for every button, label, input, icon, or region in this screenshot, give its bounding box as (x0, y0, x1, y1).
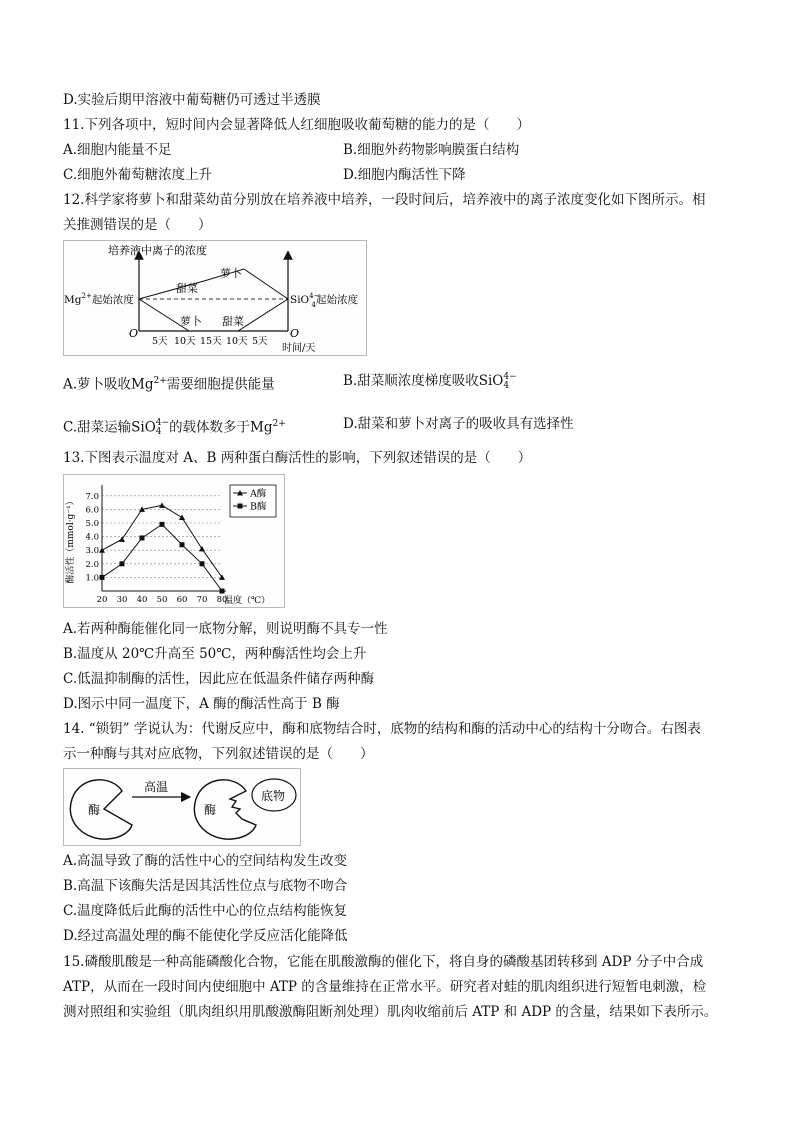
time-tick-label: 5天 (252, 336, 268, 347)
y-tick-label: 7.0 (85, 491, 99, 502)
y-tick-label: 3.0 (85, 546, 99, 557)
left-origin: O (129, 327, 139, 340)
q15-stem-line3: 测对照组和实验组（肌肉组织用肌酸激酶阻断剂处理）肌肉收缩前后 ATP 和 ADP 的含量，结果如下表所示。 (63, 1004, 718, 1020)
x-tick-label: 60 (176, 595, 188, 605)
q13-option-d: D.图示中同一温度下，A 酶的酶活性高于 B 酶 (63, 696, 340, 712)
x-tick-label: 30 (116, 595, 128, 605)
enzyme-substrate-diagram (64, 769, 300, 845)
sio4-label: SiO$^{4-}$ 4起始浓度 (290, 292, 358, 309)
y-tick-label: 6.0 (85, 505, 99, 516)
lower-lines (139, 299, 288, 331)
q14-stem-line2: 示一种酶与其对应底物，下列叙述错误的是（ ） (63, 746, 374, 762)
beet-top-label: 甜菜 (176, 282, 198, 295)
x-tick-label: 80 (216, 595, 228, 605)
q14-option-d: D.经过高温处理的酶不能使化学反应活化能降低 (63, 928, 348, 944)
x-tick-label: 70 (196, 595, 208, 605)
enzyme-label-1: 酶 (88, 803, 101, 817)
ion-concentration-figure (63, 240, 367, 356)
data-point-a (99, 547, 105, 553)
data-point-b (100, 575, 105, 580)
q12-option-c: C.甜菜运输SiO 4− 4 的载体数多于$Mg^{2+}$ (63, 418, 286, 437)
beet-bottom-label: 甜菜 (222, 315, 244, 328)
x-tick-label: 50 (156, 595, 168, 605)
radish-top-label: 萝卜 (220, 267, 242, 280)
q14-option-c: C.温度降低后此酶的活性中心的位点结构能恢复 (63, 903, 348, 919)
data-point-a (159, 502, 165, 508)
legend-label: B酶 (250, 501, 267, 513)
q13-option-a: A.若两种酶能催化同一底物分解，则说明酶不具专一性 (63, 621, 388, 637)
q12-option-d: D.甜菜和萝卜对离子的吸收具有选择性 (343, 416, 574, 432)
data-point-b (220, 589, 225, 594)
data-point-b (160, 522, 165, 527)
lock-key-figure (63, 768, 301, 846)
q12-stem-line1: 12.科学家将萝卜和甜菜幼苗分别放在培养液中培养，一段时间后，培养液中的离子浓度变化如下图所示。相 (63, 192, 706, 208)
data-point-b (120, 561, 125, 566)
high-temp-label: 高温 (144, 780, 169, 794)
y-tick-label: 4.0 (85, 532, 99, 543)
ion-concentration-diagram (64, 241, 366, 355)
enzyme-normal-shape (70, 780, 132, 839)
y-tick-label: 5.0 (85, 519, 99, 529)
time-tick-label: 10天 (226, 336, 248, 347)
enzyme-label-2: 酶 (204, 803, 217, 817)
time-axis-label: 时间/天 (282, 343, 316, 354)
y-tick-label: 2.0 (85, 559, 99, 570)
q15-stem-line1: 15.磷酸肌酸是一种高能磷酸化合物，它能在肌酸激酶的催化下，将自身的磷酸基团转移到 ADP 分子中合成 (63, 954, 704, 970)
radish-bottom-label: 萝卜 (180, 315, 202, 328)
q13-stem: 13.下图表示温度对 A、B 两种蛋白酶活性的影响，下列叙述错误的是（ ） (63, 450, 532, 466)
q12-option-a: A.萝卜吸收$Mg^{2+}$需要细胞提供能量 (63, 376, 275, 393)
q14-stem-line1: 14. “锁钥” 学说认为：代谢反应中，酶和底物结合时，底物的结构和酶的活动中心的结构十分吻合。右图表 (63, 721, 701, 737)
data-point-a (119, 536, 125, 542)
right-origin: O (290, 327, 300, 340)
q15-stem-line2: ATP，从而在一段时间内使细胞中 ATP 的含量维持在正常水平。研究者对蛙的肌肉组织进行短暂电刺激，检 (63, 979, 707, 995)
q12-option-b: B.甜菜顺浓度梯度吸收SiO 4− 4 (343, 371, 517, 391)
q14-option-b: B.高温下该酶失活是因其活性位点与底物不吻合 (63, 878, 348, 894)
data-point-b (140, 535, 145, 540)
legend-marker-b (238, 504, 243, 509)
upper-lines (139, 269, 288, 299)
q10-option-d: D.实验后期甲溶液中葡萄糖仍可透过半透膜 (63, 92, 321, 108)
y-tick-label: 1.0 (85, 573, 99, 584)
x-axis-label: 温度（℃） (224, 596, 271, 606)
time-tick-label: 5天 (152, 336, 168, 347)
q11-option-b: B.细胞外药物影响膜蛋白结构 (343, 142, 520, 158)
q14-option-a: A.高温导致了酶的活性中心的空间结构发生改变 (63, 853, 348, 869)
data-point-a (199, 546, 205, 552)
enzyme-activity-chart (63, 474, 285, 608)
substrate-label: 底物 (261, 789, 286, 803)
fig12-title: 培养液中离子的浓度 (108, 244, 207, 257)
enzyme-activity-svg (64, 475, 284, 607)
data-point-b (200, 561, 205, 566)
q13-option-b: B.温度从 20℃升高至 50℃，两种酶活性均会上升 (63, 646, 367, 662)
q11-option-c: C.细胞外葡萄糖浓度上升 (63, 167, 213, 183)
data-point-b (180, 542, 185, 547)
time-tick-label: 10天 (174, 336, 196, 347)
legend-label: A酶 (250, 488, 267, 500)
y-axis-label: 酶活性（mmol·g⁻¹） (66, 496, 76, 584)
x-tick-label: 20 (96, 595, 108, 605)
mg-label: $Mg^{2+}$起始浓度 (64, 292, 134, 306)
x-tick-label: 40 (136, 595, 148, 605)
q11-option-d: D.细胞内酶活性下降 (343, 167, 466, 183)
q11-option-a: A.细胞内能量不足 (63, 142, 172, 158)
data-point-a (179, 515, 185, 521)
q11-stem: 11.下列各项中，短时间内会显著降低人红细胞吸收葡萄糖的能力的是（ ） (63, 117, 530, 133)
q12-stem-line2: 关推测错误的是（ ） (63, 217, 212, 233)
series-line-B酶 (102, 524, 222, 591)
time-tick-label: 15天 (200, 336, 222, 347)
q13-option-c: C.低温抑制酶的活性，因此应在低温条件储存两种酶 (63, 671, 375, 687)
